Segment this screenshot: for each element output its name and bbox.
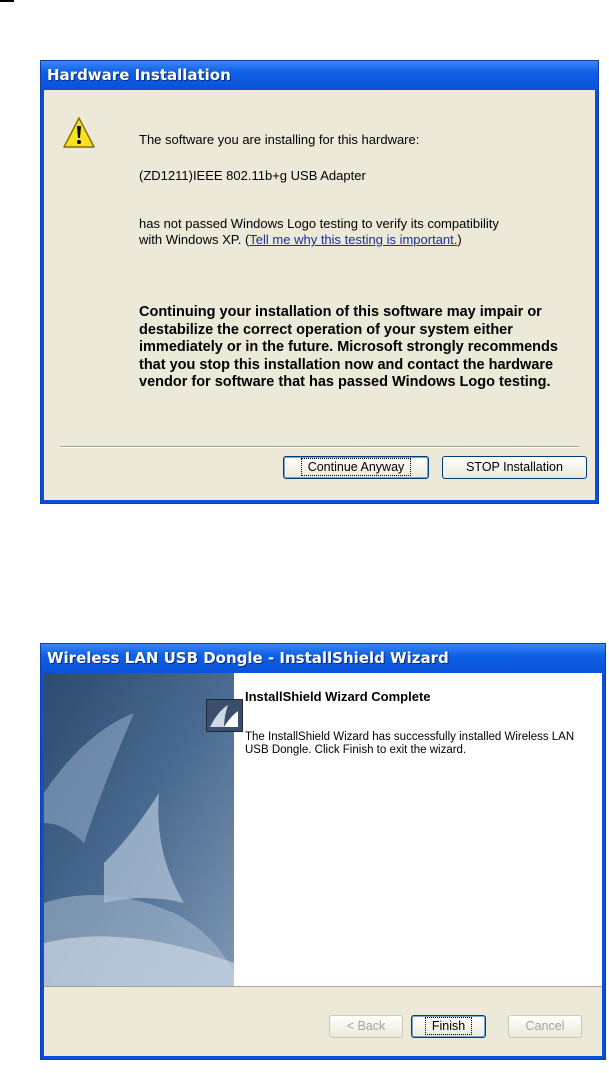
wizard-heading: InstallShield Wizard Complete xyxy=(245,689,431,704)
cancel-label: Cancel xyxy=(525,1019,565,1033)
finish-button[interactable] xyxy=(411,1015,486,1038)
intro-text: The software you are installing for this hardware: xyxy=(139,132,420,147)
finish-label: Finish xyxy=(425,1017,472,1035)
warning-text: Continuing your installation of this software may impair or destabilize the correct operation of your system either immediately or in the future. Microsoft strongly recommends that you stop this installation now and contact the hardware vendor for software that has passed Windows Logo testing. xyxy=(139,304,558,390)
logo-test-text: has not passed Windows Logo testing to verify its compatibility xyxy=(139,216,499,231)
divider xyxy=(60,446,579,448)
edge-mark xyxy=(0,0,14,2)
dialog-body xyxy=(44,90,595,500)
device-name: (ZD1211)IEEE 802.11b+g USB Adapter xyxy=(139,168,366,183)
continue-anyway-label: Continue Anyway xyxy=(301,458,412,476)
why-testing-link[interactable]: Tell me why this testing is important. xyxy=(249,232,458,247)
back-label: < Back xyxy=(346,1019,386,1033)
stop-installation-label: STOP Installation xyxy=(466,460,563,474)
logo-test-text-2 xyxy=(139,232,462,247)
paren-close: ) xyxy=(457,232,462,247)
compat-text: with Windows XP. ( xyxy=(139,232,250,247)
wizard-button-bar xyxy=(44,986,602,1056)
cancel-button[interactable] xyxy=(508,1015,582,1038)
hardware-installation-dialog xyxy=(40,60,599,504)
wizard-body xyxy=(44,673,602,1056)
back-button[interactable] xyxy=(329,1015,403,1038)
installshield-wizard-window xyxy=(40,643,606,1060)
warning-icon xyxy=(62,116,96,150)
wizard-message: The InstallShield Wizard has successfully installed Wireless LAN USB Dongle. Click Finish to exit the wizard. xyxy=(245,731,575,756)
stop-installation-button[interactable] xyxy=(442,456,587,479)
dialog-title: Hardware Installation xyxy=(41,61,598,90)
continue-anyway-button[interactable] xyxy=(283,456,429,479)
installshield-logo-icon xyxy=(206,699,243,732)
wizard-title: Wireless LAN USB Dongle - InstallShield Wizard xyxy=(41,644,605,673)
